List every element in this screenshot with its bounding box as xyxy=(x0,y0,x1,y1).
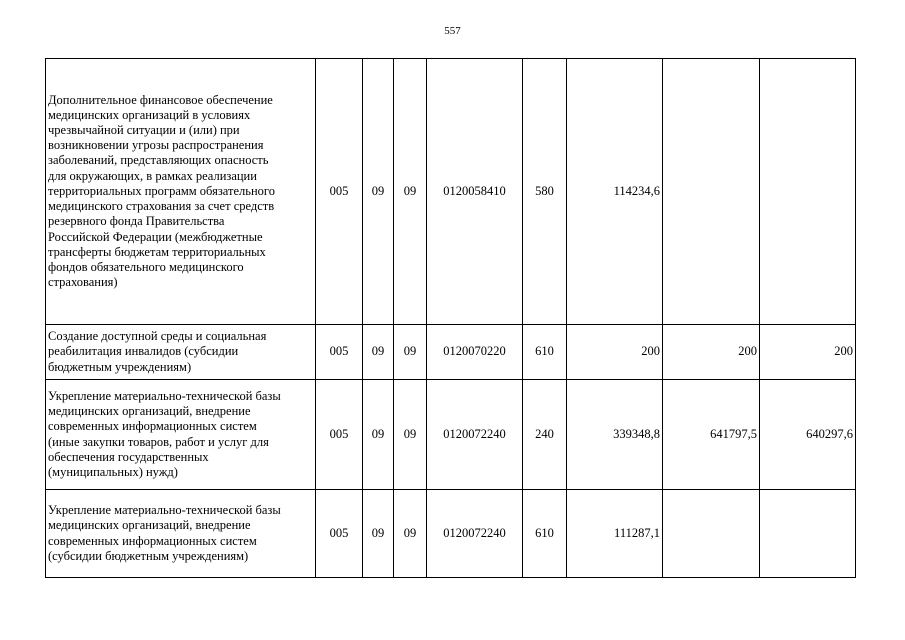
amount-year-3 xyxy=(760,490,856,578)
table-row xyxy=(46,325,856,380)
subsection-code: 09 xyxy=(394,59,427,325)
amount-year-3: 200 xyxy=(760,325,856,380)
row-description xyxy=(46,325,316,380)
description-line: бюджетным учреждениям) xyxy=(48,359,192,374)
description-line: Укрепление материально-технической базы xyxy=(48,503,281,518)
description-line: Дополнительное финансовое обеспечение xyxy=(48,92,273,107)
target-code: 0120072240 xyxy=(427,380,523,490)
description-line: реабилитация инвалидов (субсидии xyxy=(48,344,239,359)
table-row xyxy=(46,490,856,578)
amount-year-3: 640297,6 xyxy=(760,380,856,490)
amount-year-1: 339348,8 xyxy=(567,380,663,490)
description-line: медицинских организаций, внедрение xyxy=(48,518,251,533)
description-line: Укрепление материально-технической базы xyxy=(48,388,281,403)
ministry-code: 005 xyxy=(316,380,363,490)
description-line: (иные закупки товаров, работ и услуг для xyxy=(48,434,269,449)
table-row xyxy=(46,59,856,325)
subsection-code: 09 xyxy=(394,325,427,380)
amount-year-2 xyxy=(663,490,760,578)
description-line: для окружающих, в рамках реализации xyxy=(48,168,257,183)
description-line: медицинских организаций, внедрение xyxy=(48,404,251,419)
description-line: трансферты бюджетам территориальных xyxy=(48,244,266,259)
subsection-code: 09 xyxy=(394,380,427,490)
description-line: медицинских организаций в условиях xyxy=(48,107,251,122)
description-line: страхования) xyxy=(48,275,118,290)
section-code: 09 xyxy=(363,490,394,578)
amount-year-1: 111287,1 xyxy=(567,490,663,578)
amount-year-1: 200 xyxy=(567,325,663,380)
description-line: (муниципальных) нужд) xyxy=(48,464,178,479)
description-line: Российской Федерации (межбюджетные xyxy=(48,229,263,244)
description-line: чрезвычайной ситуации и (или) при xyxy=(48,123,240,138)
expense-type-code: 580 xyxy=(523,59,567,325)
amount-year-1: 114234,6 xyxy=(567,59,663,325)
section-code: 09 xyxy=(363,380,394,490)
expense-type-code: 240 xyxy=(523,380,567,490)
description-line: резервного фонда Правительства xyxy=(48,214,225,229)
row-description xyxy=(46,59,316,325)
description-line: (субсидии бюджетным учреждениям) xyxy=(48,548,249,563)
description-line: современных информационных систем xyxy=(48,419,257,434)
row-description xyxy=(46,380,316,490)
section-code: 09 xyxy=(363,325,394,380)
subsection-code: 09 xyxy=(394,490,427,578)
description-line: заболеваний, представляющих опасность xyxy=(48,153,269,168)
ministry-code: 005 xyxy=(316,59,363,325)
description-line: возникновении угрозы распространения xyxy=(48,138,264,153)
description-line: современных информационных систем xyxy=(48,533,257,548)
amount-year-2: 200 xyxy=(663,325,760,380)
budget-table xyxy=(45,58,856,578)
target-code: 0120072240 xyxy=(427,490,523,578)
target-code: 0120070220 xyxy=(427,325,523,380)
target-code: 0120058410 xyxy=(427,59,523,325)
ministry-code: 005 xyxy=(316,490,363,578)
description-line: территориальных программ обязательного xyxy=(48,183,275,198)
description-line: обеспечения государственных xyxy=(48,449,209,464)
description-line: медицинского страхования за счет средств xyxy=(48,199,275,214)
expense-type-code: 610 xyxy=(523,490,567,578)
description-line: фондов обязательного медицинского xyxy=(48,259,244,274)
row-description xyxy=(46,490,316,578)
amount-year-3 xyxy=(760,59,856,325)
amount-year-2: 641797,5 xyxy=(663,380,760,490)
amount-year-2 xyxy=(663,59,760,325)
section-code: 09 xyxy=(363,59,394,325)
expense-type-code: 610 xyxy=(523,325,567,380)
table-row xyxy=(46,380,856,490)
ministry-code: 005 xyxy=(316,325,363,380)
description-line: Создание доступной среды и социальная xyxy=(48,329,267,344)
page-number: 557 xyxy=(444,25,461,37)
